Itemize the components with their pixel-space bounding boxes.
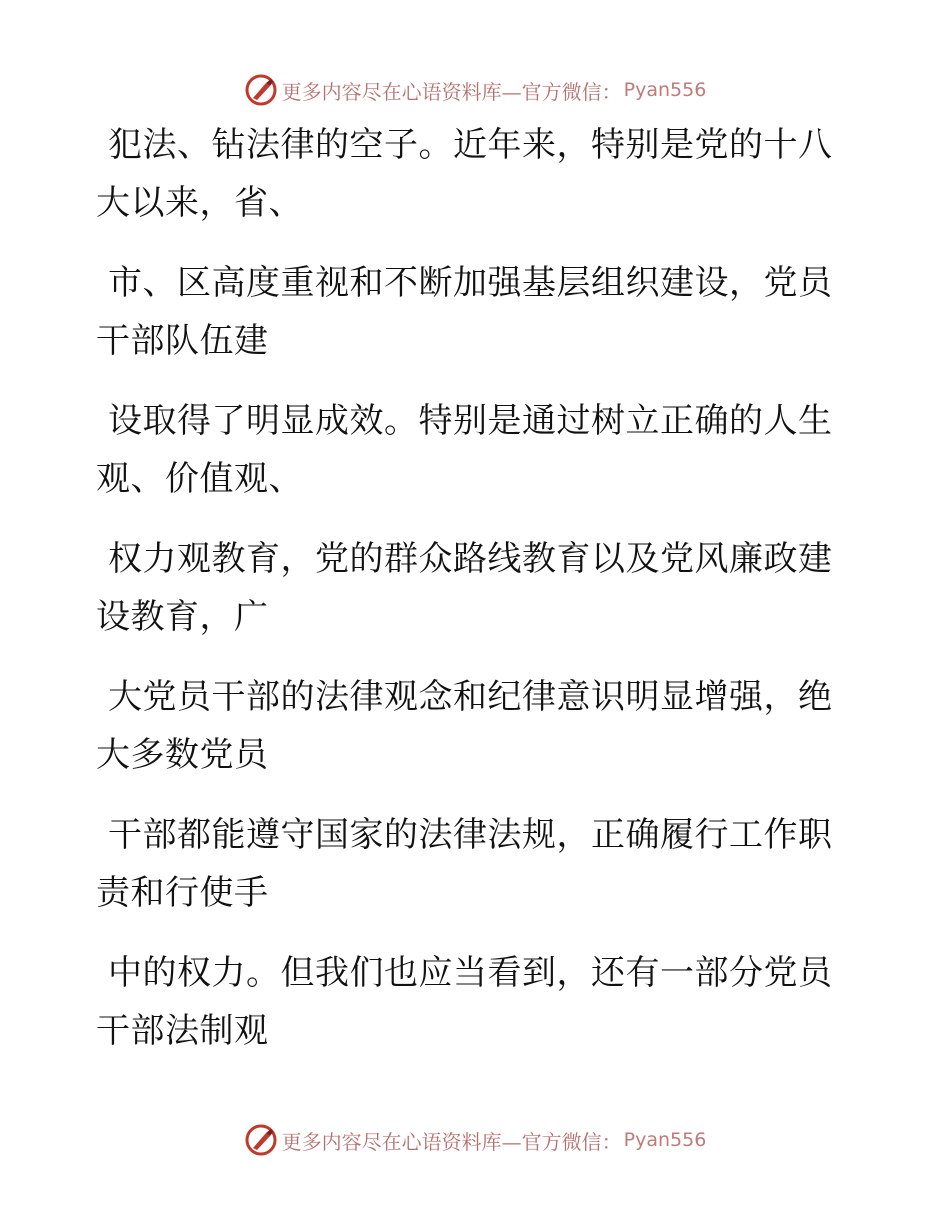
paragraph-line: 犯法、钻法律的空子。近年来，特别是党的十八 xyxy=(108,125,833,165)
paragraph xyxy=(96,116,856,232)
paragraph-line: 大党员干部的法律观念和纪律意识明显增强，绝 xyxy=(108,677,833,717)
watermark-wechat-id: Pyan556 xyxy=(623,1129,707,1151)
paragraph xyxy=(96,806,856,922)
paragraph-line: 中的权力。但我们也应当看到，还有一部分党员 xyxy=(108,953,833,993)
pen-logo-icon xyxy=(244,1123,278,1157)
paragraph-line: 观、价值观、 xyxy=(96,459,303,499)
paragraph-line: 设教育，广 xyxy=(96,597,269,637)
watermark-text: 更多内容尽在心语资料库—官方微信： xyxy=(281,1129,622,1154)
paragraph-line: 设取得了明显成效。特别是通过树立正确的人生 xyxy=(108,401,833,441)
paragraph-line: 干部法制观 xyxy=(96,1011,269,1051)
watermark-wechat-id: Pyan556 xyxy=(623,79,707,101)
paragraph-line: 大以来，省、 xyxy=(96,183,303,223)
paragraph-line: 干部都能遵守国家的法律法规，正确履行工作职 xyxy=(108,815,833,855)
paragraph-line: 大多数党员 xyxy=(96,735,269,775)
paragraph xyxy=(96,392,856,508)
footer-watermark xyxy=(0,1120,950,1160)
paragraph-line: 权力观教育，党的群众路线教育以及党风廉政建 xyxy=(108,539,833,579)
header-watermark xyxy=(0,70,950,110)
pen-logo-icon xyxy=(244,73,278,107)
paragraph xyxy=(96,530,856,646)
paragraph-line: 干部队伍建 xyxy=(96,321,269,361)
paragraph xyxy=(96,944,856,1060)
paragraph xyxy=(96,668,856,784)
paragraph-line: 市、区高度重视和不断加强基层组织建设，党员 xyxy=(108,263,833,303)
document-body xyxy=(96,116,856,1082)
paragraph xyxy=(96,254,856,370)
paragraph-line: 责和行使手 xyxy=(96,873,269,913)
watermark-text: 更多内容尽在心语资料库—官方微信： xyxy=(281,79,622,104)
